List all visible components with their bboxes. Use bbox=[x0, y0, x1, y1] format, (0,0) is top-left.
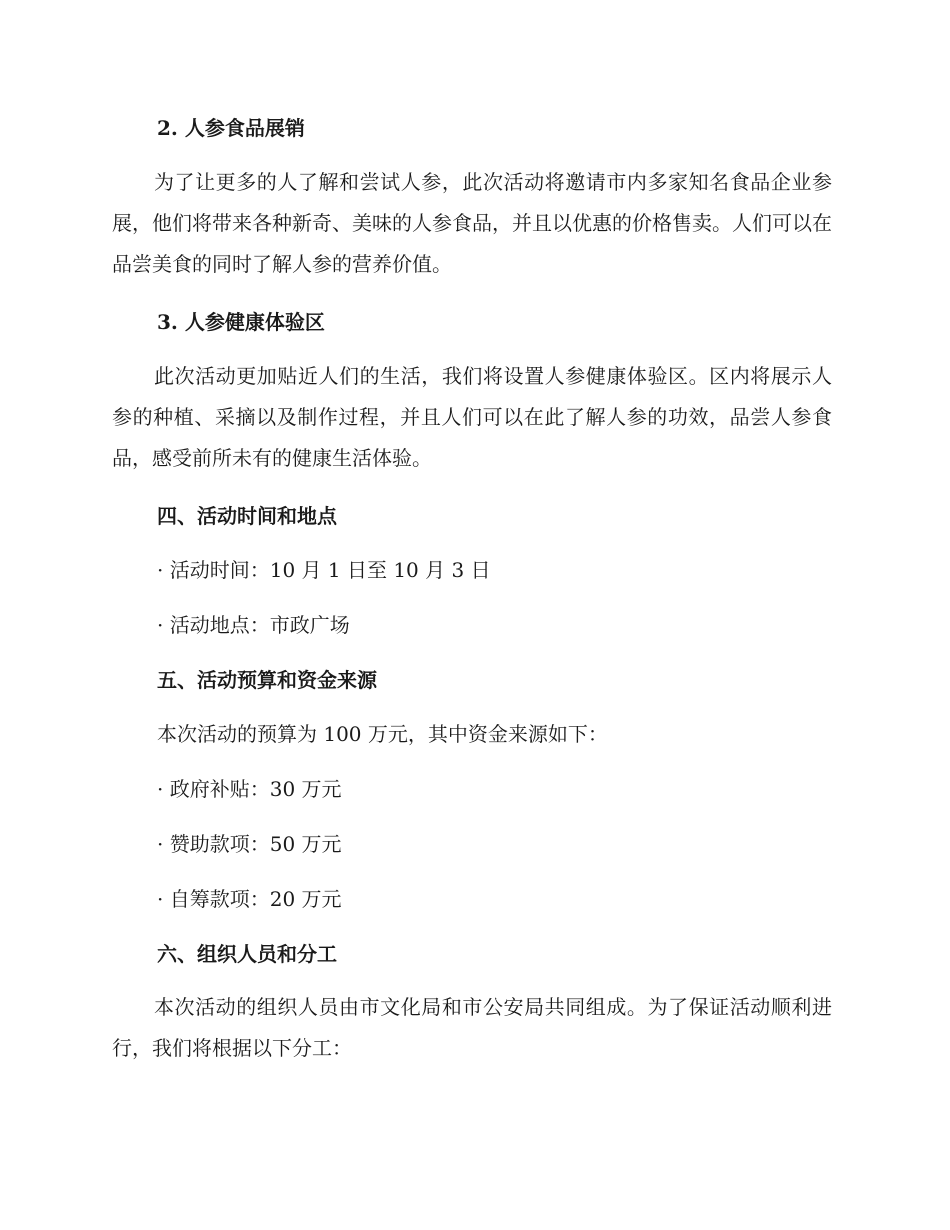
list-item-event-place: · 活动地点：市政广场 bbox=[157, 613, 350, 637]
list-item-sponsorship: · 赞助款项：50 万元 bbox=[157, 832, 342, 856]
heading-ginseng-food-expo: 2. 人参食品展销 bbox=[157, 116, 305, 140]
paragraph-staff-and-roles: 本次活动的组织人员由市文化局和市公安局共同组成。为了保证活动顺利进行，我们将根据以下分工： bbox=[112, 995, 832, 1060]
heading-budget-and-funding: 五、活动预算和资金来源 bbox=[157, 668, 377, 692]
heading-ginseng-health-zone: 3. 人参健康体验区 bbox=[157, 310, 325, 334]
list-item-self-raised: · 自筹款项：20 万元 bbox=[157, 887, 342, 911]
heading-time-and-place: 四、活动时间和地点 bbox=[157, 504, 337, 528]
heading-staff-and-roles: 六、组织人员和分工 bbox=[157, 942, 337, 966]
list-item-government-subsidy: · 政府补贴：30 万元 bbox=[157, 777, 342, 801]
paragraph-ginseng-food-expo: 为了让更多的人了解和尝试人参，此次活动将邀请市内多家知名食品企业参展，他们将带来各种新奇、美味的人参食品，并且以优惠的价格售卖。人们可以在品尝美食的同时了解人参的营养价值。 bbox=[112, 170, 832, 276]
paragraph-ginseng-health-zone: 此次活动更加贴近人们的生活，我们将设置人参健康体验区。区内将展示人参的种植、采摘以及制作过程，并且人们可以在此了解人参的功效，品尝人参食品，感受前所未有的健康生活体验。 bbox=[112, 364, 832, 470]
paragraph-budget-intro: 本次活动的预算为 100 万元，其中资金来源如下： bbox=[157, 722, 608, 746]
list-item-event-time: · 活动时间：10 月 1 日至 10 月 3 日 bbox=[157, 558, 491, 582]
